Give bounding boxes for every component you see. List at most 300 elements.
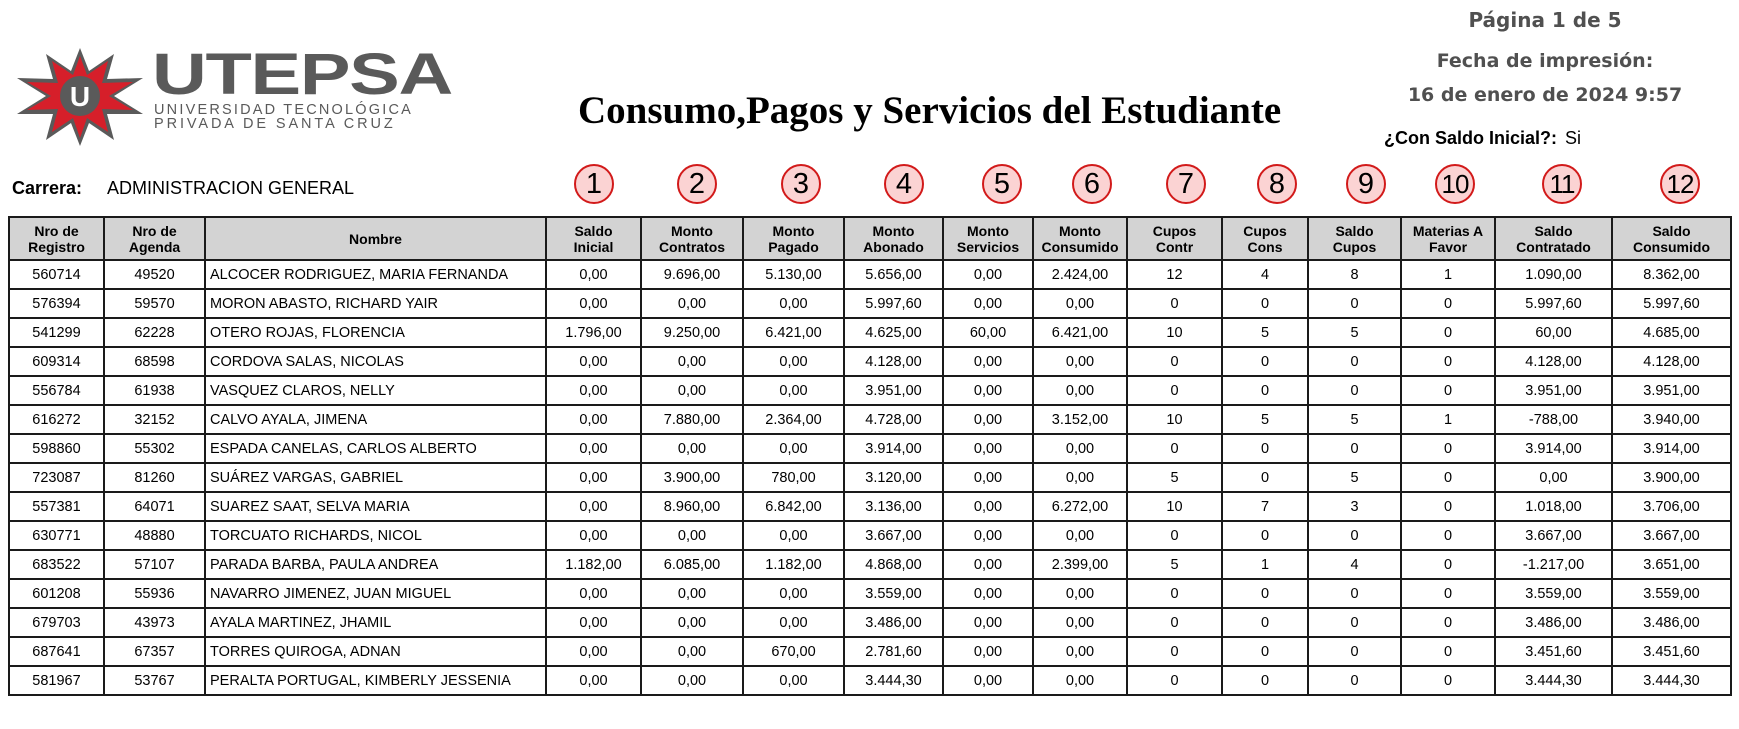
table-row: [9, 463, 1731, 492]
table-cell: 0,00: [1033, 463, 1127, 492]
table-cell: 0,00: [943, 492, 1033, 521]
table-cell: 3.914,00: [844, 434, 943, 463]
table-cell: 0,00: [1033, 666, 1127, 695]
table-cell: 1.182,00: [546, 550, 641, 579]
table-cell: 0: [1222, 347, 1308, 376]
table-cell: 12: [1127, 260, 1222, 289]
table-cell: 8: [1308, 260, 1401, 289]
page-title: Consumo,Pagos y Servicios del Estudiante: [578, 89, 1282, 132]
table-cell: 557381: [9, 492, 104, 521]
table-cell: 4.625,00: [844, 318, 943, 347]
table-cell: 0: [1222, 521, 1308, 550]
table-cell: 3.559,00: [1495, 579, 1612, 608]
table-cell: 6.085,00: [641, 550, 743, 579]
table-row: [9, 347, 1731, 376]
table-cell: 0: [1127, 347, 1222, 376]
table-cell: CALVO AYALA, JIMENA: [205, 405, 546, 434]
table-cell: 0: [1401, 666, 1495, 695]
column-header-line1: Saldo: [1652, 222, 1691, 239]
table-cell: 3.914,00: [1495, 434, 1612, 463]
print-date-label: Fecha de impresión:: [1436, 50, 1654, 72]
table-cell: AYALA MARTINEZ, JHAMIL: [205, 608, 546, 637]
table-cell: 3.451,60: [1612, 637, 1731, 666]
table-cell: 0,00: [943, 463, 1033, 492]
table-cell: 5: [1308, 318, 1401, 347]
table-cell: 9.696,00: [641, 260, 743, 289]
career-value: ADMINISTRACION GENERAL: [107, 178, 355, 198]
table-cell: 1.182,00: [743, 550, 844, 579]
table-cell: CORDOVA SALAS, NICOLAS: [205, 347, 546, 376]
table-cell: 0,00: [943, 666, 1033, 695]
table-cell: 3.951,00: [1495, 376, 1612, 405]
table-cell: 0,00: [743, 666, 844, 695]
table-cell: 0: [1401, 579, 1495, 608]
column-header-line2: Cons: [1247, 238, 1283, 255]
table-cell: 0,00: [943, 347, 1033, 376]
column-header: [1222, 217, 1308, 260]
table-cell: 49520: [104, 260, 205, 289]
table-cell: 0: [1127, 434, 1222, 463]
column-header: [104, 217, 205, 260]
career-label: Carrera:: [12, 178, 83, 198]
column-header-line1: Saldo: [1335, 222, 1374, 239]
table-cell: 0,00: [943, 521, 1033, 550]
table-cell: 3.136,00: [844, 492, 943, 521]
table-cell: 0,00: [943, 579, 1033, 608]
career-field: [12, 178, 355, 199]
column-header-line2: Servicios: [956, 238, 1020, 255]
column-header-line2: Agenda: [128, 238, 181, 255]
table-cell: 581967: [9, 666, 104, 695]
table-cell: 0: [1308, 637, 1401, 666]
table-cell: 10: [1127, 318, 1222, 347]
table-row: [9, 376, 1731, 405]
table-cell: 6.842,00: [743, 492, 844, 521]
table-cell: 5.997,60: [1495, 289, 1612, 318]
column-header-line2: Contratado: [1516, 238, 1591, 255]
table-cell: 0,00: [641, 637, 743, 666]
column-header-line2: Registro: [28, 238, 85, 255]
table-cell: 3.559,00: [844, 579, 943, 608]
table-cell: OTERO ROJAS, FLORENCIA: [205, 318, 546, 347]
table-cell: 0,00: [743, 434, 844, 463]
table-cell: 3.486,00: [1495, 608, 1612, 637]
table-cell: 3.451,60: [1495, 637, 1612, 666]
table-row: [9, 434, 1731, 463]
table-cell: 4.728,00: [844, 405, 943, 434]
column-header-line1: Monto: [967, 222, 1009, 239]
column-header-line1: Monto: [671, 222, 713, 239]
table-cell: 560714: [9, 260, 104, 289]
table-cell: 0,00: [641, 289, 743, 318]
table-cell: 0: [1401, 463, 1495, 492]
table-cell: 0: [1308, 376, 1401, 405]
initial-balance-label: ¿Con Saldo Inicial?:: [1384, 128, 1558, 148]
svg-text:UTEPSA: UTEPSA: [152, 48, 453, 107]
table-cell: 0: [1401, 376, 1495, 405]
column-header-line1: Monto: [1059, 222, 1101, 239]
table-cell: NAVARRO JIMENEZ, JUAN MIGUEL: [205, 579, 546, 608]
table-row: [9, 521, 1731, 550]
print-date-value: 16 de enero de 2024 9:57: [1407, 84, 1683, 106]
table-cell: 556784: [9, 376, 104, 405]
column-badge-3: 3: [781, 164, 821, 204]
column-header: [546, 217, 641, 260]
table-cell: 1: [1222, 550, 1308, 579]
column-header-line2: Contr: [1155, 238, 1194, 255]
table-cell: 0: [1127, 579, 1222, 608]
column-badge-2: 2: [677, 164, 717, 204]
table-cell: 3.667,00: [844, 521, 943, 550]
table-row: [9, 550, 1731, 579]
table-cell: 62228: [104, 318, 205, 347]
table-cell: 3.152,00: [1033, 405, 1127, 434]
table-cell: 5.997,60: [844, 289, 943, 318]
table-cell: 3.667,00: [1495, 521, 1612, 550]
table-cell: TORRES QUIROGA, ADNAN: [205, 637, 546, 666]
table-cell: 0,00: [641, 434, 743, 463]
table-cell: 780,00: [743, 463, 844, 492]
column-header: [943, 217, 1033, 260]
table-cell: 0: [1127, 289, 1222, 318]
table-cell: 0,00: [1033, 637, 1127, 666]
table-cell: 0: [1401, 347, 1495, 376]
column-badge-1: 1: [574, 164, 614, 204]
table-cell: 0,00: [943, 637, 1033, 666]
column-header: [1401, 217, 1495, 260]
table-cell: 32152: [104, 405, 205, 434]
table-cell: 0,00: [743, 521, 844, 550]
table-cell: 0,00: [1033, 579, 1127, 608]
table-cell: 64071: [104, 492, 205, 521]
table-cell: 0,00: [743, 289, 844, 318]
table-cell: PARADA BARBA, PAULA ANDREA: [205, 550, 546, 579]
table-cell: 55302: [104, 434, 205, 463]
table-cell: 2.364,00: [743, 405, 844, 434]
column-header: [641, 217, 743, 260]
table-cell: 0: [1401, 608, 1495, 637]
table-cell: 0,00: [546, 637, 641, 666]
table-cell: 0: [1222, 666, 1308, 695]
table-cell: 3.900,00: [641, 463, 743, 492]
table-cell: 9.250,00: [641, 318, 743, 347]
table-row: [9, 637, 1731, 666]
column-header-line2: Inicial: [573, 238, 614, 255]
table-cell: 0,00: [641, 521, 743, 550]
table-cell: 53767: [104, 666, 205, 695]
table-cell: 0: [1127, 376, 1222, 405]
table-cell: 0,00: [1033, 608, 1127, 637]
table-cell: 59570: [104, 289, 205, 318]
table-cell: 3.914,00: [1612, 434, 1731, 463]
table-cell: 0: [1401, 637, 1495, 666]
table-cell: 0: [1308, 666, 1401, 695]
table-cell: 3.444,30: [1612, 666, 1731, 695]
table-cell: 0,00: [943, 434, 1033, 463]
table-cell: 0: [1222, 579, 1308, 608]
table-cell: 0: [1401, 434, 1495, 463]
table-cell: 0,00: [743, 347, 844, 376]
table-cell: 0,00: [641, 666, 743, 695]
table-cell: ESPADA CANELAS, CARLOS ALBERTO: [205, 434, 546, 463]
table-cell: 0: [1401, 521, 1495, 550]
table-cell: 4: [1222, 260, 1308, 289]
table-cell: 6.421,00: [743, 318, 844, 347]
table-cell: 0: [1222, 637, 1308, 666]
column-header: [1033, 217, 1127, 260]
table-cell: 4: [1308, 550, 1401, 579]
table-cell: 43973: [104, 608, 205, 637]
table-cell: 0: [1308, 347, 1401, 376]
table-cell: 0,00: [943, 608, 1033, 637]
table-cell: 7.880,00: [641, 405, 743, 434]
page-indicator: Página 1 de 5: [1468, 8, 1622, 32]
table-cell: 0: [1222, 376, 1308, 405]
column-header: [1612, 217, 1731, 260]
table-cell: 541299: [9, 318, 104, 347]
table-body: [9, 260, 1731, 695]
column-header-line1: Monto: [772, 222, 815, 239]
column-badge-10: 10: [1435, 164, 1475, 204]
table-cell: MORON ABASTO, RICHARD YAIR: [205, 289, 546, 318]
table-cell: 3.486,00: [1612, 608, 1731, 637]
initial-balance-value: Si: [1565, 128, 1582, 148]
table-cell: 0,00: [943, 289, 1033, 318]
table-cell: 0: [1308, 608, 1401, 637]
table-cell: 2.781,60: [844, 637, 943, 666]
table-cell: 670,00: [743, 637, 844, 666]
table-cell: 576394: [9, 289, 104, 318]
table-cell: 0,00: [943, 376, 1033, 405]
table-cell: 3.559,00: [1612, 579, 1731, 608]
table-cell: -1.217,00: [1495, 550, 1612, 579]
table-cell: 5.130,00: [743, 260, 844, 289]
table-cell: 8.362,00: [1612, 260, 1731, 289]
table-cell: 683522: [9, 550, 104, 579]
table-cell: 616272: [9, 405, 104, 434]
table-cell: 687641: [9, 637, 104, 666]
table-cell: 0,00: [743, 376, 844, 405]
table-cell: 601208: [9, 579, 104, 608]
table-cell: 4.868,00: [844, 550, 943, 579]
table-row: [9, 289, 1731, 318]
table-cell: 630771: [9, 521, 104, 550]
column-header-line1: Nombre: [349, 230, 402, 247]
svg-text:UNIVERSIDAD TECNOLÓGICA: UNIVERSIDAD TECNOLÓGICA: [154, 102, 414, 118]
table-cell: 0,00: [641, 579, 743, 608]
table-cell: 68598: [104, 347, 205, 376]
column-header-line2: Pagado: [768, 238, 819, 255]
table-row: [9, 579, 1731, 608]
table-cell: 0: [1127, 608, 1222, 637]
column-badge-12: 12: [1660, 164, 1700, 204]
table-cell: 0: [1401, 550, 1495, 579]
svg-text:U: U: [69, 81, 91, 112]
table-cell: 8.960,00: [641, 492, 743, 521]
table-cell: 60,00: [943, 318, 1033, 347]
table-cell: 0: [1308, 579, 1401, 608]
table-cell: 81260: [104, 463, 205, 492]
table-cell: 1: [1401, 260, 1495, 289]
column-badge-6: 6: [1072, 164, 1112, 204]
table-cell: 0,00: [546, 260, 641, 289]
svg-text:PRIVADA DE SANTA CRUZ: PRIVADA DE SANTA CRUZ: [154, 116, 396, 132]
table-cell: ALCOCER RODRIGUEZ, MARIA FERNANDA: [205, 260, 546, 289]
column-header-line1: Materias A: [1412, 222, 1484, 239]
table-header-row: [9, 217, 1731, 260]
table-cell: 4.685,00: [1612, 318, 1731, 347]
students-table: [8, 216, 1732, 696]
column-header: [1495, 217, 1612, 260]
table-cell: 5: [1127, 550, 1222, 579]
column-badge-4: 4: [884, 164, 924, 204]
table-cell: 57107: [104, 550, 205, 579]
table-cell: 5: [1127, 463, 1222, 492]
table-cell: 0,00: [641, 347, 743, 376]
table-cell: 0,00: [1033, 521, 1127, 550]
table-cell: TORCUATO RICHARDS, NICOL: [205, 521, 546, 550]
table-cell: 679703: [9, 608, 104, 637]
column-header-line1: Cupos: [1243, 222, 1287, 239]
column-header-line2: Contratos: [658, 238, 726, 255]
table-cell: 0,00: [546, 434, 641, 463]
table-cell: 0,00: [546, 347, 641, 376]
table-cell: 723087: [9, 463, 104, 492]
table-cell: PERALTA PORTUGAL, KIMBERLY JESSENIA: [205, 666, 546, 695]
table-row: [9, 318, 1731, 347]
table-cell: 0,00: [546, 666, 641, 695]
table-cell: 0,00: [546, 405, 641, 434]
table-cell: 2.424,00: [1033, 260, 1127, 289]
table-cell: 0,00: [943, 260, 1033, 289]
table-cell: 0,00: [943, 550, 1033, 579]
table-cell: 0: [1401, 289, 1495, 318]
table-cell: 5: [1222, 318, 1308, 347]
table-cell: 10: [1127, 492, 1222, 521]
table-cell: 3.667,00: [1612, 521, 1731, 550]
table-cell: 0,00: [1033, 347, 1127, 376]
table-cell: 3.900,00: [1612, 463, 1731, 492]
utepsa-logo: [12, 48, 512, 148]
table-cell: 55936: [104, 579, 205, 608]
table-cell: 1.018,00: [1495, 492, 1612, 521]
table-cell: 2.399,00: [1033, 550, 1127, 579]
table-cell: 5.656,00: [844, 260, 943, 289]
table-cell: 0,00: [743, 579, 844, 608]
initial-balance-flag: [1384, 128, 1581, 149]
table-cell: 0,00: [546, 376, 641, 405]
utepsa-emblem-icon: [12, 48, 512, 148]
table-cell: 3.444,30: [1495, 666, 1612, 695]
column-header: [9, 217, 104, 260]
column-header: [1308, 217, 1401, 260]
table-row: [9, 492, 1731, 521]
table-cell: 67357: [104, 637, 205, 666]
table-cell: 3.651,00: [1612, 550, 1731, 579]
table-cell: 0: [1127, 521, 1222, 550]
column-badge-11: 11: [1542, 164, 1582, 204]
table-cell: 60,00: [1495, 318, 1612, 347]
table-cell: -788,00: [1495, 405, 1612, 434]
table-cell: 0,00: [546, 521, 641, 550]
table-cell: 0: [1308, 289, 1401, 318]
table-cell: 0: [1127, 637, 1222, 666]
table-cell: VASQUEZ CLAROS, NELLY: [205, 376, 546, 405]
table-cell: 4.128,00: [844, 347, 943, 376]
table-cell: 3.120,00: [844, 463, 943, 492]
table-cell: 3.706,00: [1612, 492, 1731, 521]
table-cell: 0,00: [743, 608, 844, 637]
table-cell: 3: [1308, 492, 1401, 521]
table-cell: SUÁREZ VARGAS, GABRIEL: [205, 463, 546, 492]
table-cell: 609314: [9, 347, 104, 376]
column-header: [1127, 217, 1222, 260]
table-cell: 0,00: [546, 608, 641, 637]
table-cell: 0: [1308, 434, 1401, 463]
table-cell: 10: [1127, 405, 1222, 434]
table-cell: 3.951,00: [1612, 376, 1731, 405]
column-header-line1: Nro de: [34, 222, 79, 239]
table-row: [9, 608, 1731, 637]
table-cell: 3.940,00: [1612, 405, 1731, 434]
table-cell: 3.444,30: [844, 666, 943, 695]
column-header-line1: Saldo: [1534, 222, 1573, 239]
table-cell: 0,00: [1033, 434, 1127, 463]
column-header-line1: Cupos: [1152, 222, 1197, 239]
table-cell: 7: [1222, 492, 1308, 521]
table-cell: 0: [1222, 289, 1308, 318]
column-header-line1: Nro de: [132, 222, 177, 239]
table-cell: 0: [1401, 318, 1495, 347]
column-badge-8: 8: [1257, 164, 1297, 204]
column-header-line2: Consumido: [1041, 238, 1119, 255]
table-cell: 0: [1222, 608, 1308, 637]
table-cell: 0,00: [943, 405, 1033, 434]
table-cell: 0,00: [546, 579, 641, 608]
column-header: [743, 217, 844, 260]
column-badge-7: 7: [1166, 164, 1206, 204]
table-cell: 4.128,00: [1612, 347, 1731, 376]
column-header: [844, 217, 943, 260]
table-cell: 5: [1308, 405, 1401, 434]
column-header-line1: Saldo: [574, 222, 613, 239]
table-cell: 0,00: [641, 376, 743, 405]
table-cell: 0,00: [1033, 289, 1127, 318]
column-header: [205, 217, 546, 260]
table-cell: 61938: [104, 376, 205, 405]
table-cell: 3.951,00: [844, 376, 943, 405]
column-badge-9: 9: [1346, 164, 1386, 204]
table-cell: 1: [1401, 405, 1495, 434]
table-cell: 0,00: [1033, 376, 1127, 405]
table-cell: 0: [1222, 463, 1308, 492]
column-badge-5: 5: [982, 164, 1022, 204]
table-cell: 598860: [9, 434, 104, 463]
table-row: [9, 405, 1731, 434]
table-cell: 0,00: [546, 463, 641, 492]
column-header-line2: Cupos: [1332, 238, 1377, 255]
table-cell: 1.090,00: [1495, 260, 1612, 289]
table-cell: 3.486,00: [844, 608, 943, 637]
column-header-line1: Monto: [872, 222, 915, 239]
table-cell: 0,00: [546, 289, 641, 318]
table-cell: 4.128,00: [1495, 347, 1612, 376]
column-header-line2: Abonado: [863, 238, 924, 255]
table-row: [9, 666, 1731, 695]
table-cell: 0: [1308, 521, 1401, 550]
table-row: [9, 260, 1731, 289]
table-cell: 1.796,00: [546, 318, 641, 347]
